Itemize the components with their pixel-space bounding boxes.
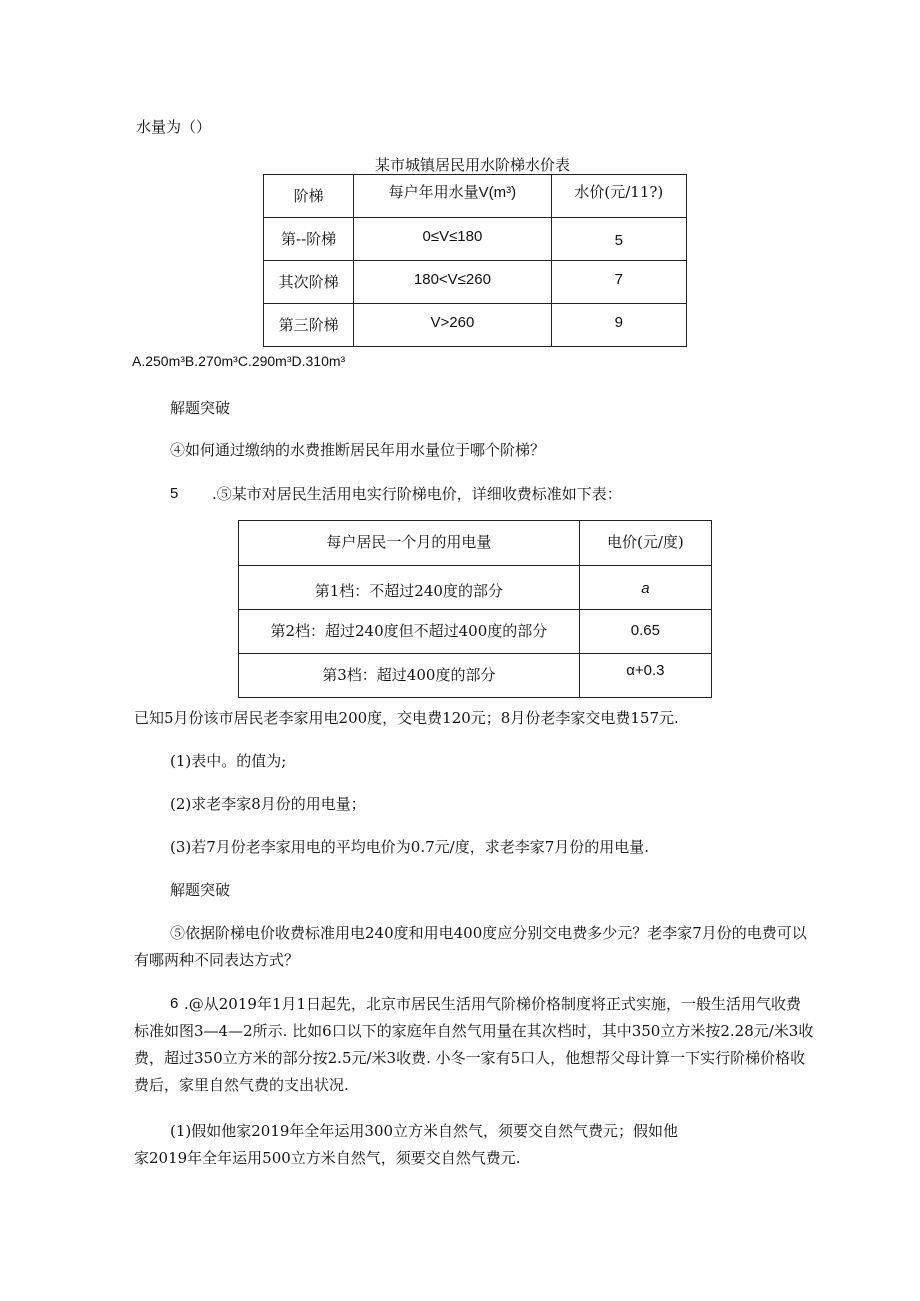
range-cell: V>260 [430, 314, 475, 331]
table-row [239, 610, 712, 654]
question-6-line2: 标准如图3—4—2所示. 比如6口以下的家庭年自然气用量在其次档时，其中350立方米按2.28元/米3收 [134, 1022, 814, 1040]
header-cell: 阶梯 [264, 175, 354, 218]
range-cell: 180<V≤260 [413, 271, 491, 288]
question-6-line3: 费，超过350立方米的部分按2.5元/米3收费. 小冬一家有5口人，他想帮父母计算一下实行阶梯价格收 [134, 1049, 806, 1067]
tier-cell: 第三阶梯 [278, 316, 339, 334]
tier-cell: 其次阶梯 [278, 273, 339, 291]
table-row [264, 261, 687, 304]
table-row [239, 654, 712, 698]
question-6-line1: .@从2019年1月1日起先，北京市居民生活用气阶梯价格制度将正式实施，一般生活用气收费 [184, 995, 802, 1013]
question-4-hint: ④如何通过缴纳的水费推断居民年用水量位于哪个阶梯？ [170, 441, 546, 459]
question-5-given: 已知5月份该市居民老李家用电200度，交电费120元；8月份老李家交电费157元. [134, 709, 679, 727]
tier-cell: 第--阶梯 [281, 230, 337, 248]
tier-cell: 第1档：不超过240度的部分 [314, 582, 503, 600]
question-5-number: 5 [170, 485, 179, 502]
price-cell: a [641, 580, 650, 597]
answer-options: A.250m³B.270m³C.290m³D.310m³ [132, 353, 346, 369]
question-5-sub1: (1)表中。的值为; [170, 752, 287, 770]
table-header-row [264, 175, 687, 218]
header-cell: 水价(元/11?) [551, 175, 686, 218]
electricity-price-table [238, 520, 712, 698]
question-5-sub3: (3)若7月份老李家用电的平均电价为0.7元/度，求老李家7月份的用电量. [170, 838, 650, 856]
breakthrough-label: 解题突破 [170, 881, 231, 899]
question-6-sub1-line1: (1)假如他家2019年全年运用300立方米自然气，须要交自然气费元；假如他 [170, 1122, 679, 1140]
price-cell: 5 [614, 232, 623, 249]
table-row [264, 304, 687, 347]
price-cell: 0.65 [630, 622, 660, 639]
question-6-line4: 费后，家里自然气费的支出状况. [134, 1076, 349, 1094]
price-cell: 9 [614, 314, 623, 331]
header-cell: 电价(元/度) [579, 521, 711, 566]
breakthrough-label: 解题突破 [170, 399, 231, 417]
question-5-hint-line2: 有哪两种不同表达方式？ [134, 951, 300, 969]
table-row [264, 218, 687, 261]
header-cell: 每户居民一个月的用电量 [239, 521, 580, 566]
table-row [239, 566, 712, 610]
water-price-table [263, 174, 687, 347]
question-5-stem: .⑤某市对居民生活用电实行阶梯电价，详细收费标准如下表： [212, 485, 622, 503]
tier-cell: 第3档：超过400度的部分 [322, 666, 496, 684]
price-cell: α+0.3 [626, 662, 665, 679]
range-cell: 0≤V≤180 [422, 228, 483, 245]
price-cell: 7 [614, 271, 623, 288]
question-5-sub2: (2)求老李家8月份的用电量； [170, 795, 366, 813]
water-table-title: 某市城镇居民用水阶梯水价表 [375, 156, 571, 174]
question-5-hint-line1: ⑤依据阶梯电价收费标准用电240度和用电400度应分别交电费多少元？老李家7月份的电费可以 [170, 924, 807, 942]
question-6-sub1-line2: 家2019年全年运用500立方米自然气，须要交自然气费元. [134, 1149, 521, 1167]
tier-cell: 第2档：超过240度但不超过400度的部分 [270, 622, 548, 640]
table-header-row [239, 521, 712, 566]
question-6-number: 6 [170, 995, 179, 1012]
question-4-intro: 水量为（） [136, 118, 212, 136]
header-cell: 每户年用水量V(m³) [354, 175, 551, 218]
